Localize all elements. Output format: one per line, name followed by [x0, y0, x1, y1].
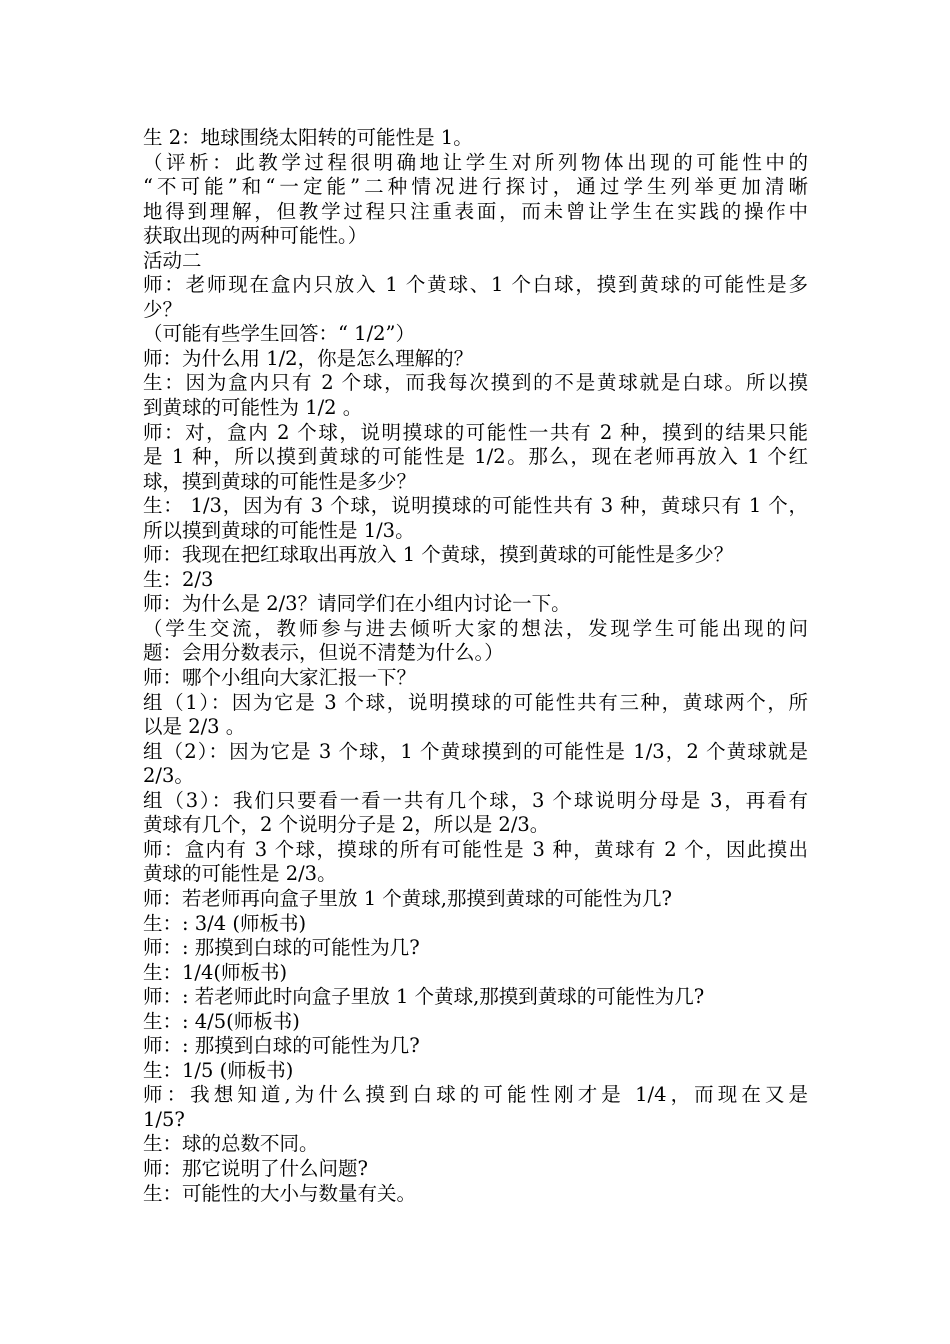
text-line: 2/3。: [143, 764, 194, 788]
text-line: 生：可能性的大小与数量有关。: [143, 1181, 417, 1205]
text-line: 生：2/3: [143, 567, 214, 591]
text-line: 师：我现在把红球取出再放入 1 个黄球，摸到黄球的可能性是多少？: [143, 543, 734, 567]
text-line: 生：1/5 (师板书): [143, 1058, 294, 1082]
text-line: 黄球的可能性是 2/3。: [143, 862, 337, 886]
text-line: 获取出现的两种可能性。）: [143, 224, 368, 248]
text-line: 少？: [143, 297, 183, 321]
text-line: 地得到理解，但教学过程只注重表面，而未曾让学生在实践的操作中: [143, 199, 808, 223]
text-line: “不可能”和“一定能”二种情况进行探讨，通过学生列举更加清晰: [143, 175, 808, 199]
text-line: 师：我想知道,为什么摸到白球的可能性刚才是 1/4，而现在又是: [143, 1083, 808, 1107]
text-line: 生：球的总数不同。: [143, 1132, 319, 1156]
text-line: 到黄球的可能性为 1/2 。: [143, 396, 363, 420]
text-line: 活动二: [143, 248, 202, 272]
text-line: 师：若老师再向盒子里放 1 个黄球,那摸到黄球的可能性为几?: [143, 886, 672, 910]
text-line: （学生交流，教师参与进去倾听大家的想法，发现学生可能出现的问: [143, 616, 808, 640]
text-line: 黄球有几个，2 个说明分子是 2，所以是 2/3。: [143, 813, 550, 837]
text-line: 师：为什么用 1/2，你是怎么理解的？: [143, 346, 474, 370]
text-line: 师：那它说明了什么问题?: [143, 1156, 368, 1180]
text-line: 1/5?: [143, 1107, 185, 1131]
text-line: 师：: 那摸到白球的可能性为几?: [143, 1034, 420, 1058]
text-line: 组（2）：因为它是 3 个球，1 个黄球摸到的可能性是 1/3，2 个黄球就是: [143, 739, 808, 763]
text-line: 是 1 种，所以摸到黄球的可能性是 1/2。那么，现在老师再放入 1 个红: [143, 445, 808, 469]
text-line: （评析：此教学过程很明确地让学生对所列物体出现的可能性中的: [143, 150, 808, 174]
text-line: 生：因为盒内只有 2 个球，而我每次摸到的不是黄球就是白球。所以摸: [143, 371, 808, 395]
text-line: （可能有些学生回答：“ 1/2”）: [143, 322, 416, 346]
text-line: 以是 2/3 。: [143, 715, 246, 739]
text-line: 师：老师现在盒内只放入 1 个黄球、1 个白球，摸到黄球的可能性是多: [143, 273, 808, 297]
document-body: [143, 126, 808, 1206]
text-line: 生： 1/3，因为有 3 个球，说明摸球的可能性共有 3 种，黄球只有 1 个，: [143, 494, 808, 518]
text-line: 组（1）：因为它是 3 个球，说明摸球的可能性共有三种，黄球两个，所: [143, 690, 808, 714]
text-line: 师：为什么是 2/3？请同学们在小组内讨论一下。: [143, 592, 571, 616]
text-line: 题：会用分数表示，但说不清楚为什么。）: [143, 641, 504, 665]
text-line: 所以摸到黄球的可能性是 1/3。: [143, 518, 415, 542]
text-line: 生 2：地球围绕太阳转的可能性是 1。: [143, 126, 473, 149]
text-line: 组（3）：我们只要看一看一共有几个球，3 个球说明分母是 3，再看有: [143, 788, 808, 812]
text-line: 师：盒内有 3 个球，摸球的所有可能性是 3 种，黄球有 2 个，因此摸出: [143, 837, 808, 861]
text-line: 师：对，盒内 2 个球，说明摸球的可能性一共有 2 种，摸到的结果只能: [143, 420, 808, 444]
text-line: 球，摸到黄球的可能性是多少？: [143, 469, 417, 493]
text-line: 生：: 4/5(师板书): [143, 1009, 300, 1033]
text-line: 生：: 3/4 (师板书): [143, 911, 307, 935]
text-line: 师：: 那摸到白球的可能性为几?: [143, 936, 420, 960]
text-line: 生：1/4(师板书): [143, 960, 288, 984]
text-line: 师：哪个小组向大家汇报一下？: [143, 666, 417, 690]
text-line: 师：: 若老师此时向盒子里放 1 个黄球,那摸到黄球的可能性为几?: [143, 985, 705, 1009]
